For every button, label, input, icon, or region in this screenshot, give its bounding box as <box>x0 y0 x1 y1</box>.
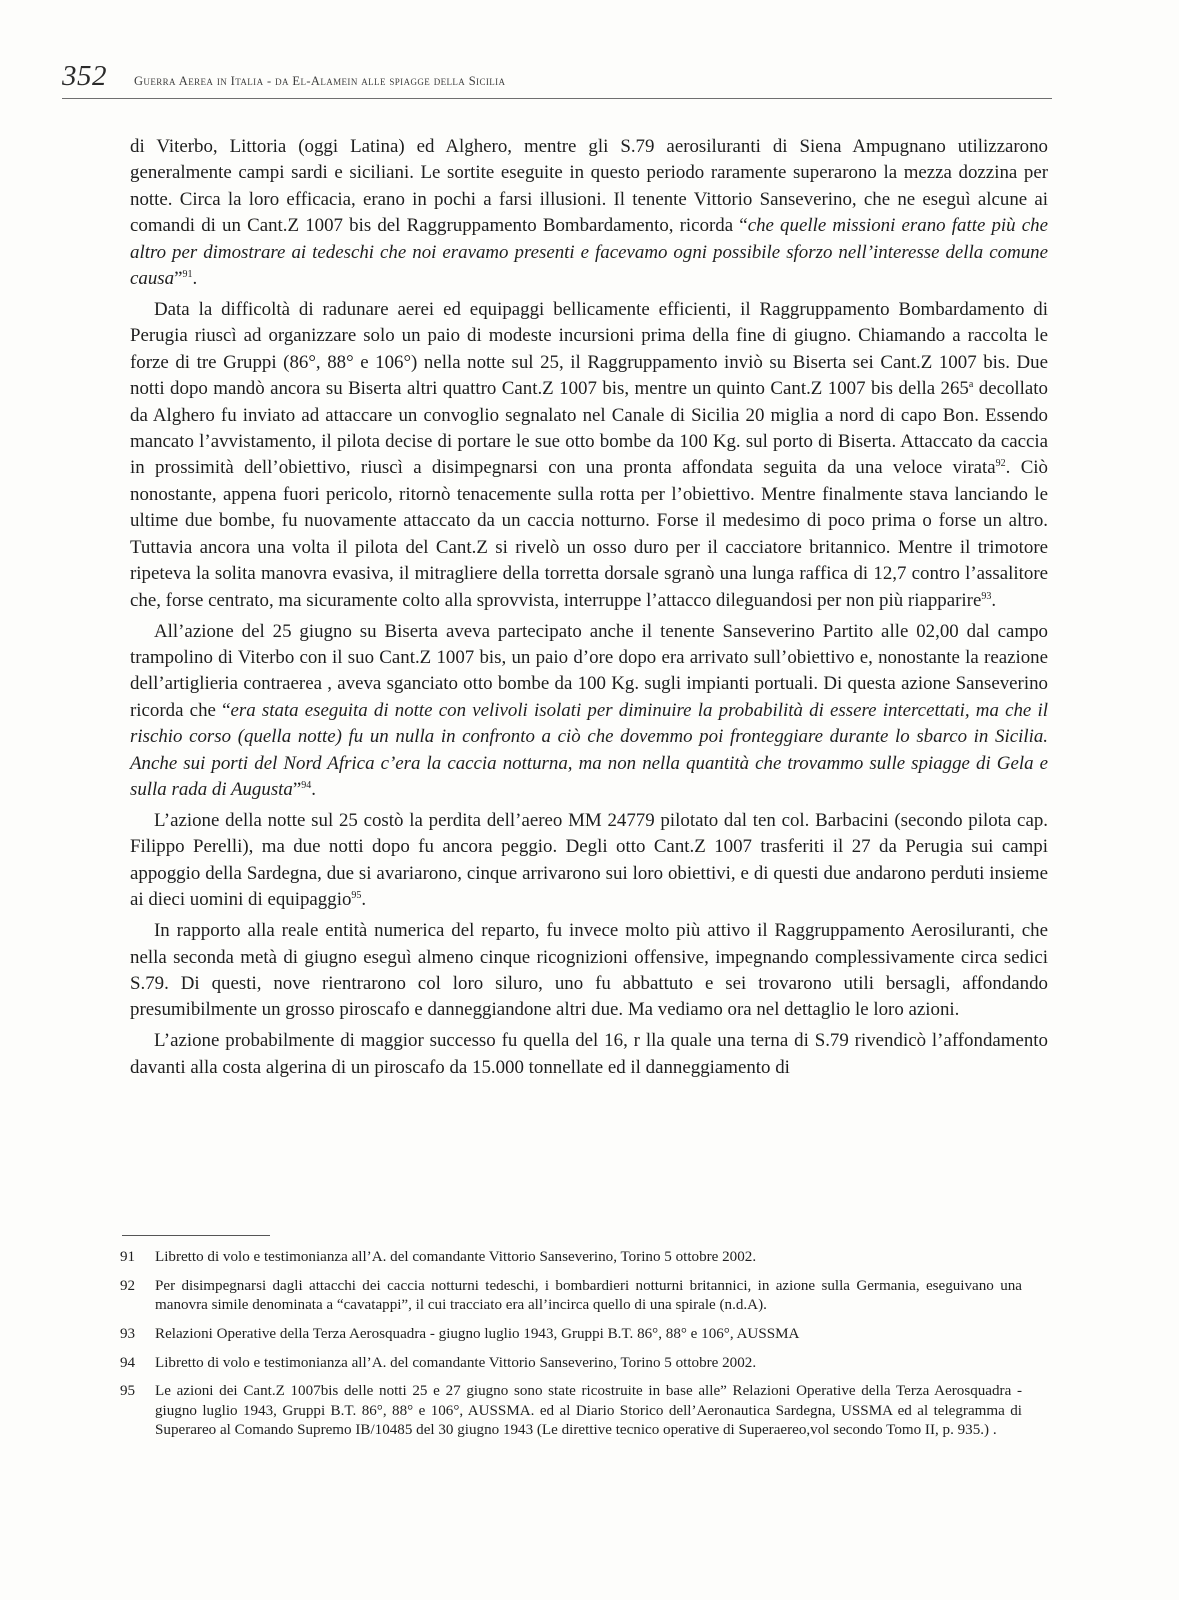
footnote-ref[interactable]: 94 <box>301 779 312 791</box>
footnote-text: Per disimpegnarsi dagli attacchi dei caccia notturni tedeschi, i bombardieri notturni britannici, in azione sulla Germania, eseguivano una manovra simile denominata a “cavatappi”, il cui tracciato era all’incirca quello di una spirale (n.d.A). <box>155 1277 1022 1314</box>
footnotes <box>120 1248 1022 1450</box>
running-header-title: Guerra Aerea in Italia - da El-Alamein alle spiagge della Sicilia <box>134 74 506 88</box>
ordinal-superscript: a <box>968 379 974 391</box>
footnote-ref[interactable]: 93 <box>981 590 992 602</box>
footnote <box>120 1382 1022 1440</box>
page-number: 352 <box>62 60 107 92</box>
paragraph: di Viterbo, Littoria (oggi Latina) ed Alghero, mentre gli S.79 aerosiluranti di Siena Ampugnano utilizzarono generalmente campi sardi e siciliani. Le sortite eseguite in questo periodo raramente superarono la mezza dozzina per notte. Circa la loro efficacia, erano in pochi a farsi illusioni. Il tenente Vittorio Sanseverino, che ne eseguì alcune ai comandi di un Cant.Z 1007 bis del Raggruppamento Bombardamento, ricorda “che quelle missioni erano fatte più che altro per dimostrare ai tedeschi che noi eravamo presenti e facevamo ogni possibile sforzo nell’interesse della comune causa”$^{91}$. <box>130 136 1048 290</box>
footnote <box>120 1248 1022 1267</box>
footnote <box>120 1277 1022 1316</box>
footnote-text: Libretto di volo e testimonianza all’A. del comandante Vittorio Sanseverino, Torino 5 ottobre 2002. <box>155 1354 757 1371</box>
paragraph: L’azione probabilmente di maggior successo fu quella del 16, r lla quale una terna di S.79 rivendicò l’affondamento davanti alla costa algerina di un piroscafo da 15.000 tonnellate ed il danneggiamento di <box>130 1030 1048 1078</box>
quotation: era stata eseguita di notte con velivoli isolati per diminuire la probabilità di essere intercettati, ma che il rischio corso (quella notte) fu un nulla in confronto a ciò che dovemmo poi fronteggiare durante lo sbarco in Sicilia. Anche sui porti del Nord Africa c’era la caccia notturna, ma non nella quantità che trovammo sulle spiagge di Gela e sulla rada di Augusta <box>130 699 1048 800</box>
footnote-text: Relazioni Operative della Terza Aerosquadra - giugno luglio 1943, Gruppi B.T. 86°, 88° e 106°, AUSSMA <box>155 1325 800 1342</box>
footnote-number: 94 <box>120 1354 136 1371</box>
quotation: che quelle missioni erano fatte più che altro per dimostrare ai tedeschi che noi eravamo presenti e facevamo ogni possibile sforzo nell’interesse della comune causa <box>130 215 1048 290</box>
footnote <box>120 1354 1022 1373</box>
footnote-number: 95 <box>120 1383 136 1400</box>
footnote-text: Le azioni dei Cant.Z 1007bis delle notti 25 e 27 giugno sono state ricostruite in base alle” Relazioni Operative della Terza Aerosquadra - giugno luglio 1943, Gruppi B.T. 86°, 88° e 106°, AUSSMA. ed al Diario Storico dell’Aeronautica Sardegna, USSMA ed al telegramma di Superareo al Comando Supremo IB/10485 del 30 giugno 1943 (Le direttive tecnico operative di Superaereo,vol secondo Tomo II, p. 935.) . <box>155 1383 1022 1439</box>
footnote <box>120 1325 1022 1344</box>
footnote-ref[interactable]: 95 <box>351 890 362 902</box>
footnote-separator <box>122 1235 270 1236</box>
footnote-ref[interactable]: 92 <box>995 458 1006 470</box>
body-text <box>130 134 1048 1086</box>
paragraph: Data la difficoltà di radunare aerei ed equipaggi bellicamente efficienti, il Raggruppamento Bombardamento di Perugia riuscì ad organizzare solo un paio di modeste incursioni prima della fine di giugno. Chiamando a raccolta le forze di tre Gruppi (86°, 88° e 106°) nella notte sul 25, il Raggruppamento inviò su Biserta sei Cant.Z 1007 bis. Due notti dopo mandò ancora su Biserta altri quattro Cant.Z 1007 bis, mentre un quinto Cant.Z 1007 bis della 265$^a$ decollato da Alghero fu inviato ad attaccare un convoglio segnalato nel Canale di Sicilia 20 miglia a nord di capo Bon. Essendo mancato l’avvistamento, il pilota decise di portare le sue otto bombe da 100 Kg. sul porto di Biserta. Attaccato da caccia in prossimità dell’obiettivo, riuscì a disimpegnarsi con una pronta affondata seguita da una veloce virata$^{92}$. Ciò nonostante, appena fuori pericolo, ritornò tenacemente sulla rotta per l’obiettivo. Mentre finalmente stava lanciando le ultime due bombe, fu nuovamente attaccato da un caccia notturno. Forse il medesimo di poco prima o forse un altro. Tuttavia ancora una volta il pilota del Cant.Z si rivelò un osso duro per il cacciatore britannico. Mentre il trimotore ripeteva la solita manovra evasiva, il mitragliere della torretta dorsale sgranò una lunga raffica di 12,7 contro l’assalitore che, forse centrato, ma sicuramente colto alla sprovvista, interruppe l’attacco dileguandosi per non più riapparire$^{93}$. <box>130 299 1048 611</box>
paragraph: L’azione della notte sul 25 costò la perdita dell’aereo MM 24779 pilotato dal ten col. Barbacini (secondo pilota cap. Filippo Perelli), ma due notti dopo fu ancora peggio. Degli otto Cant.Z 1007 trasferiti il 27 da Perugia sui campi appoggio della Sardegna, due si avariarono, cinque arrivarono sui loro obiettivi, e di questi due andarono perduti insieme ai dieci uomini di equipaggio$^{95}$. <box>130 809 1048 911</box>
footnote-number: 91 <box>120 1249 136 1265</box>
footnote-number: 93 <box>120 1325 136 1342</box>
running-header <box>62 58 1052 99</box>
footnote-text: Libretto di volo e testimonianza all’A. del comandante Vittorio Sanseverino, Torino 5 ottobre 2002. <box>155 1249 757 1265</box>
footnote-number: 92 <box>120 1277 136 1294</box>
footnote-ref[interactable]: 91 <box>182 269 193 281</box>
paragraph: In rapporto alla reale entità numerica del reparto, fu invece molto più attivo il Raggruppamento Aerosiluranti, che nella seconda metà di giugno eseguì almeno cinque ricognizioni offensive, impegnando complessivamente circa sedici S.79. Di questi, nove rientrarono col loro siluro, uno fu abbattuto e sei trovarono utili bersagli, affondando presumibilmente un grosso piroscafo e danneggiandone altri due. Ma vediamo ora nel dettaglio le loro azioni. <box>130 920 1048 1021</box>
paragraph: All’azione del 25 giugno su Biserta aveva partecipato anche il tenente Sanseverino Partito alle 02,00 dal campo trampolino di Viterbo con il suo Cant.Z 1007 bis, un paio d’ore dopo era arrivato sull’obiettivo e, nonostante la reazione dell’artiglieria contraerea , aveva sganciato otto bombe da 100 Kg. sugli impianti portuali. Di questa azione Sanseverino ricorda che “era stata eseguita di notte con velivoli isolati per diminuire la probabilità di essere intercettati, ma che il rischio corso (quella notte) fu un nulla in confronto a ciò che dovemmo poi fronteggiare durante lo sbarco in Sicilia. Anche sui porti del Nord Africa c’era la caccia notturna, ma non nella quantità che trovammo sulle spiagge di Gela e sulla rada di Augusta”$^{94}$. <box>130 620 1048 800</box>
